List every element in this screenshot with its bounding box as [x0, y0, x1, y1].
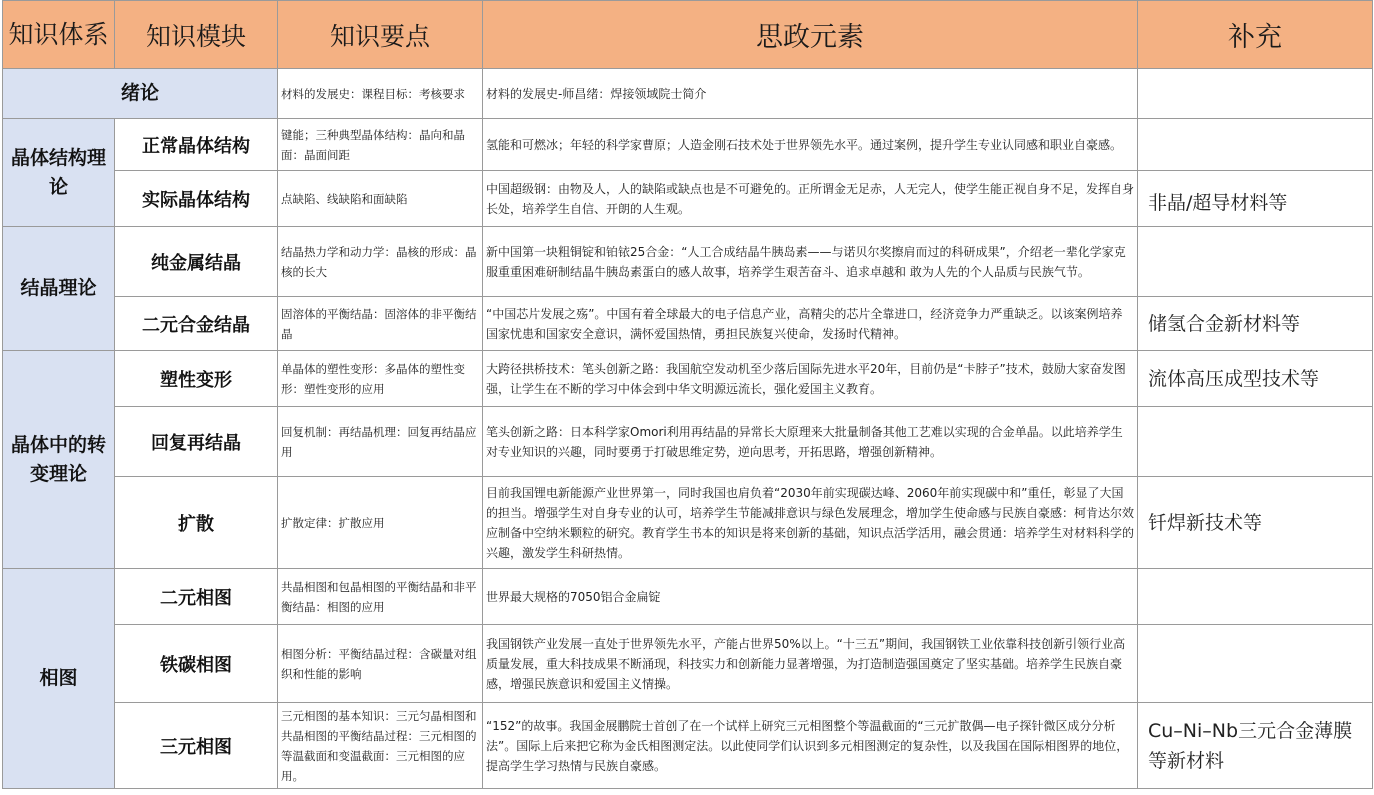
table-row	[3, 69, 1373, 119]
supplement-cell	[1138, 407, 1373, 477]
ideology-cell: 大跨径拱桥技术：笔头创新之路：我国航空发动机至少落后国际先进水平20年，目前仍是“卡脖子”技术，鼓励大家奋发图强，让学生在不断的学习中体会到中华文明源远流长，强化爱国主义教育。	[483, 351, 1138, 407]
knowledge-points-cell: 共晶相图和包晶相图的平衡结晶和非平衡结晶：相图的应用	[278, 569, 483, 625]
table-row	[3, 351, 1373, 407]
knowledge-system-cell: 晶体中的转变理论	[3, 351, 115, 569]
ideology-cell: 目前我国锂电新能源产业世界第一，同时我国也肩负着“2030年前实现碳达峰、2060年前实现碳中和”重任，彰显了大国的担当。增强学生对自身专业的认可，培养学生节能减排意识与绿色发展理念，增加学生使命感与民族自豪感：柯肯达尔效应制备中空纳米颗粒的研究。教育学生书本的知识是将来创新的基础，知识点活学活用，融会贯通：培养学生对材料科学的兴趣，激发学生科研热情。	[483, 477, 1138, 569]
ideology-curriculum-table	[2, 0, 1373, 789]
module-cell: 塑性变形	[115, 351, 278, 407]
supplement-cell	[1138, 119, 1373, 171]
knowledge-points-cell: 相图分析：平衡结晶过程：含碳量对组织和性能的影响	[278, 625, 483, 703]
ideology-cell: 材料的发展史-师昌绪：焊接领域院士简介	[483, 69, 1138, 119]
intro-title: 绪论	[3, 69, 278, 119]
header-knowledge-module: 知识模块	[115, 1, 278, 69]
ideology-cell: “152”的故事。我国金展鹏院士首创了在一个试样上研究三元相图整个等温截面的“三元扩散偶—电子探针微区成分分析法”。国际上后来把它称为金氏相图测定法。以此使同学们认识到多元相图测定的复杂性，以及我国在国际相图界的地位，提高学生学习热情与民族自豪感。	[483, 703, 1138, 789]
module-cell: 铁碳相图	[115, 625, 278, 703]
supplement-cell: 非晶/超导材料等	[1138, 171, 1373, 227]
module-cell: 纯金属结晶	[115, 227, 278, 297]
knowledge-points-cell: 键能；三种典型晶体结构：晶向和晶面：晶面间距	[278, 119, 483, 171]
module-cell: 回复再结晶	[115, 407, 278, 477]
ideology-cell: 我国钢铁产业发展一直处于世界领先水平，产能占世界50%以上。“十三五”期间，我国钢铁工业依靠科技创新引领行业高质量发展，重大科技成果不断涌现，科技实力和创新能力显著增强，为打造制造强国奠定了坚实基础。培养学生民族自豪感，增强民族意识和爱国主义情操。	[483, 625, 1138, 703]
knowledge-points-cell: 点缺陷、线缺陷和面缺陷	[278, 171, 483, 227]
module-cell: 三元相图	[115, 703, 278, 789]
knowledge-points-cell: 固溶体的平衡结晶：固溶体的非平衡结晶	[278, 297, 483, 351]
ideology-cell: “中国芯片发展之殇”。中国有着全球最大的电子信息产业，高精尖的芯片全靠进口，经济竞争力严重缺乏。以该案例培养国家忧患和国家安全意识，满怀爱国热情，勇担民族复兴使命，发扬时代精神。	[483, 297, 1138, 351]
header-knowledge-system: 知识体系	[3, 1, 115, 69]
knowledge-points-cell: 回复机制：再结晶机理：回复再结晶应用	[278, 407, 483, 477]
module-cell: 扩散	[115, 477, 278, 569]
knowledge-points-cell: 扩散定律：扩散应用	[278, 477, 483, 569]
header-knowledge-points: 知识要点	[278, 1, 483, 69]
module-cell: 正常晶体结构	[115, 119, 278, 171]
knowledge-points-cell: 结晶热力学和动力学：晶核的形成：晶核的长大	[278, 227, 483, 297]
ideology-cell: 笔头创新之路：日本科学家Omori利用再结晶的异常长大原理来大批量制备其他工艺难以实现的合金单晶。以此培养学生对专业知识的兴趣，同时要勇于打破思维定势，逆向思考，开拓思路，增强创新精神。	[483, 407, 1138, 477]
supplement-cell: 钎焊新技术等	[1138, 477, 1373, 569]
supplement-cell	[1138, 227, 1373, 297]
ideology-cell: 中国超级钢：由物及人，人的缺陷或缺点也是不可避免的。正所谓金无足赤，人无完人，使学生能正视自身不足，发挥自身长处，培养学生自信、开朗的人生观。	[483, 171, 1138, 227]
table-row	[3, 407, 1373, 477]
module-cell: 实际晶体结构	[115, 171, 278, 227]
header-supplement: 补充	[1138, 1, 1373, 69]
supplement-cell	[1138, 625, 1373, 703]
knowledge-points-cell: 单晶体的塑性变形：多晶体的塑性变形：塑性变形的应用	[278, 351, 483, 407]
ideology-cell: 氢能和可燃冰；年轻的科学家曹原；人造金刚石技术处于世界领先水平。通过案例，提升学生专业认同感和职业自豪感。	[483, 119, 1138, 171]
knowledge-system-cell: 相图	[3, 569, 115, 789]
table-row	[3, 569, 1373, 625]
table-row	[3, 119, 1373, 171]
supplement-cell	[1138, 69, 1373, 119]
header-row	[3, 1, 1373, 69]
ideology-cell: 世界最大规格的7050铝合金扁锭	[483, 569, 1138, 625]
ideology-cell: 新中国第一块粗铜锭和铂铱25合金：“人工合成结晶牛胰岛素——与诺贝尔奖擦肩而过的科研成果”，介绍老一辈化学家克服重重困难研制结晶牛胰岛素蛋白的感人故事，培养学生艰苦奋斗、追求卓越和 敢为人先的个人品质与民族气节。	[483, 227, 1138, 297]
supplement-cell: 流体高压成型技术等	[1138, 351, 1373, 407]
table-row	[3, 703, 1373, 789]
knowledge-system-cell: 晶体结构理论	[3, 119, 115, 227]
table-row	[3, 477, 1373, 569]
table-row	[3, 227, 1373, 297]
knowledge-points-cell: 材料的发展史：课程目标：考核要求	[278, 69, 483, 119]
table-row	[3, 297, 1373, 351]
knowledge-points-cell: 三元相图的基本知识：三元匀晶相图和共晶相图的平衡结晶过程：三元相图的等温截面和变温截面：三元相图的应用。	[278, 703, 483, 789]
knowledge-system-cell: 结晶理论	[3, 227, 115, 351]
module-cell: 二元合金结晶	[115, 297, 278, 351]
table-row	[3, 171, 1373, 227]
table-row	[3, 625, 1373, 703]
supplement-cell: Cu–Ni–Nb三元合金薄膜 等新材料	[1138, 703, 1373, 789]
supplement-cell: 储氢合金新材料等	[1138, 297, 1373, 351]
header-ideology-elements: 思政元素	[483, 1, 1138, 69]
supplement-cell	[1138, 569, 1373, 625]
module-cell: 二元相图	[115, 569, 278, 625]
